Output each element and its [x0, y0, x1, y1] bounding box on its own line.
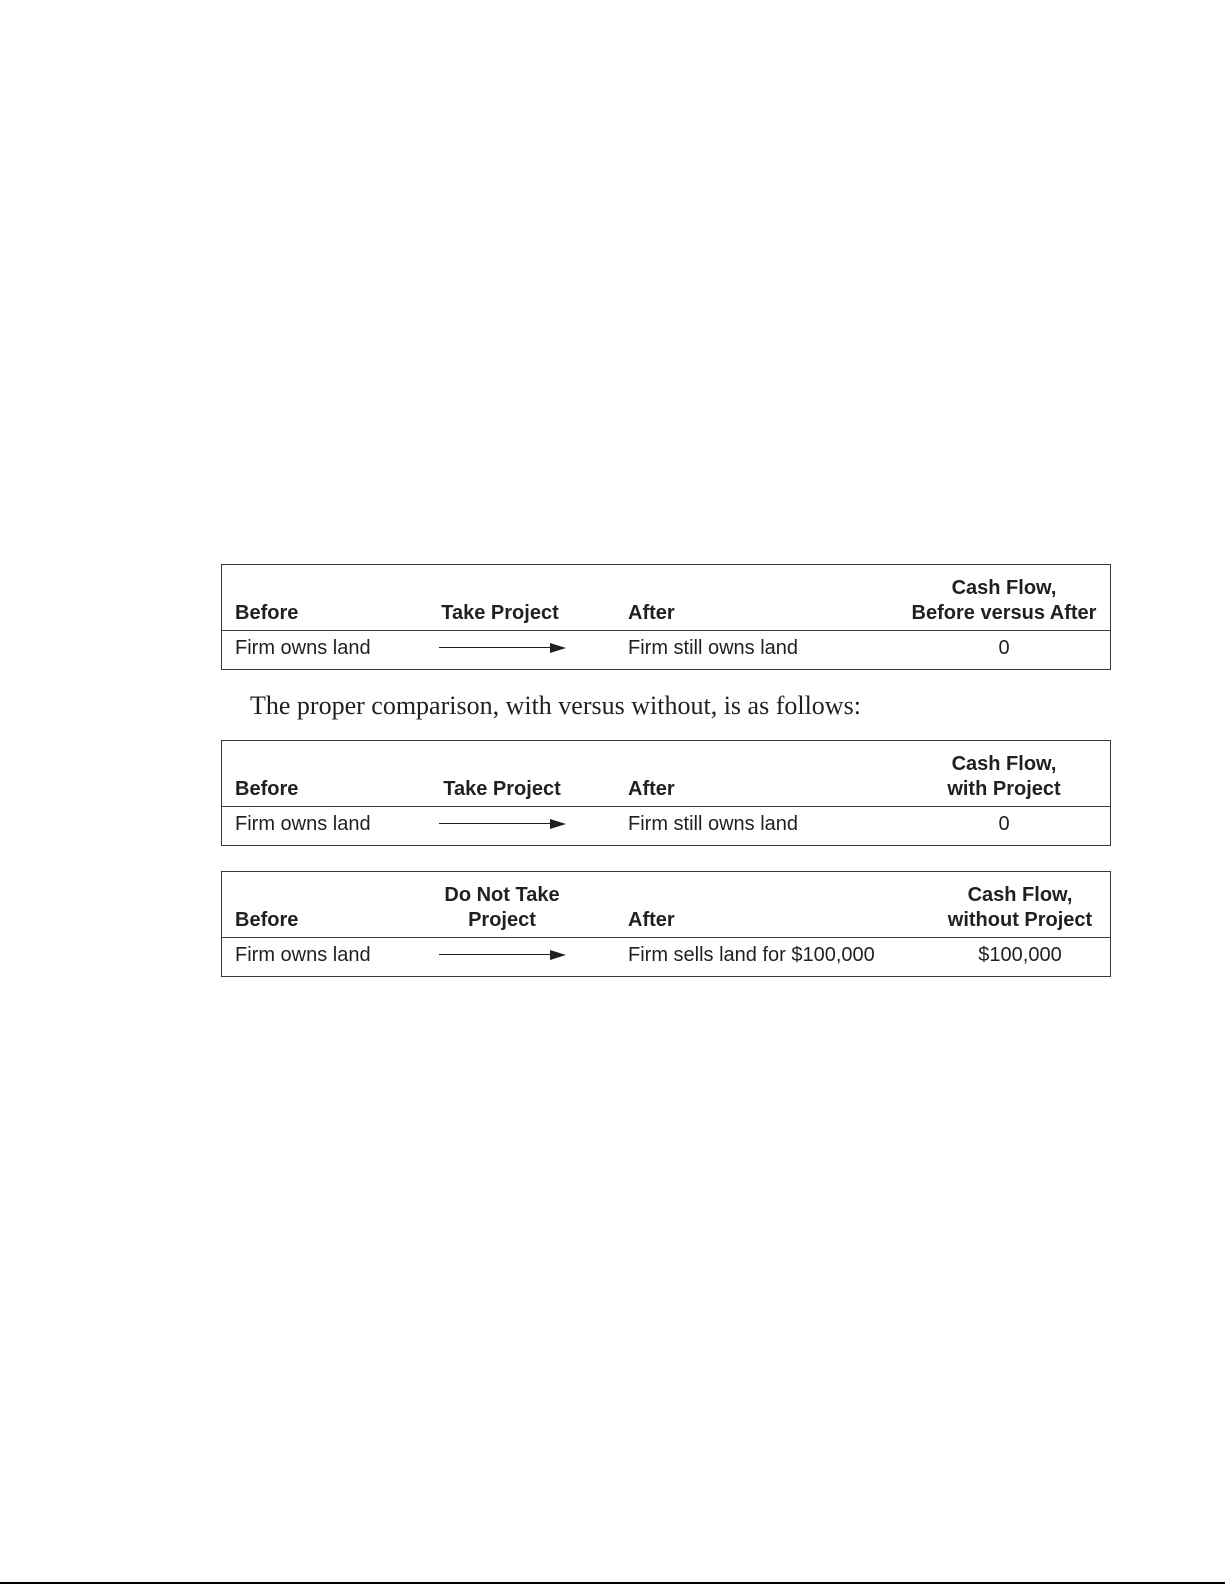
header-before: Before: [235, 909, 299, 931]
header-cashflow-line2: Before versus After: [911, 602, 1097, 624]
cell-before: Firm owns land: [235, 944, 371, 966]
page-bottom-rule: [0, 1582, 1225, 1584]
cell-after: Firm still owns land: [628, 813, 799, 835]
right-arrow-icon: [439, 643, 566, 653]
header-action-line1: Do Not Take: [444, 884, 560, 906]
cell-before: Firm owns land: [235, 637, 371, 659]
right-arrow-icon: [439, 950, 566, 960]
header-action: Take Project: [443, 778, 561, 800]
header-action: Take Project: [441, 602, 559, 624]
cell-cashflow: 0: [998, 813, 1010, 835]
body-paragraph: The proper comparison, with versus without, is as follows:: [250, 691, 861, 720]
cell-after: Firm sells land for $100,000: [628, 944, 875, 966]
header-cashflow-line2: with Project: [947, 778, 1061, 800]
header-cashflow-line1: Cash Flow,: [951, 753, 1057, 775]
table-row: [222, 938, 1110, 976]
before-after-table: [221, 564, 1111, 670]
table-row: [222, 807, 1110, 845]
header-action-line2: Project: [468, 909, 536, 931]
header-cashflow-line1: Cash Flow,: [951, 577, 1057, 599]
header-cashflow: [906, 752, 1102, 802]
header-cashflow-line1: Cash Flow,: [967, 884, 1073, 906]
header-action: [432, 883, 572, 933]
cell-cashflow: $100,000: [978, 944, 1062, 966]
without-project-table: [221, 871, 1111, 977]
header-after: After: [628, 909, 675, 931]
table-row: [222, 631, 1110, 669]
cell-before: Firm owns land: [235, 813, 371, 835]
table-header: [222, 741, 1110, 807]
right-arrow-icon: [439, 819, 566, 829]
header-after: After: [628, 602, 675, 624]
header-cashflow: [922, 883, 1118, 933]
table-header: [222, 872, 1110, 938]
table-header: [222, 565, 1110, 631]
header-before: Before: [235, 602, 299, 624]
header-cashflow-line2: without Project: [947, 909, 1093, 931]
with-project-table: [221, 740, 1111, 846]
cell-cashflow: 0: [998, 637, 1010, 659]
cell-after: Firm still owns land: [628, 637, 799, 659]
header-cashflow: [906, 576, 1102, 626]
header-after: After: [628, 778, 675, 800]
header-before: Before: [235, 778, 299, 800]
